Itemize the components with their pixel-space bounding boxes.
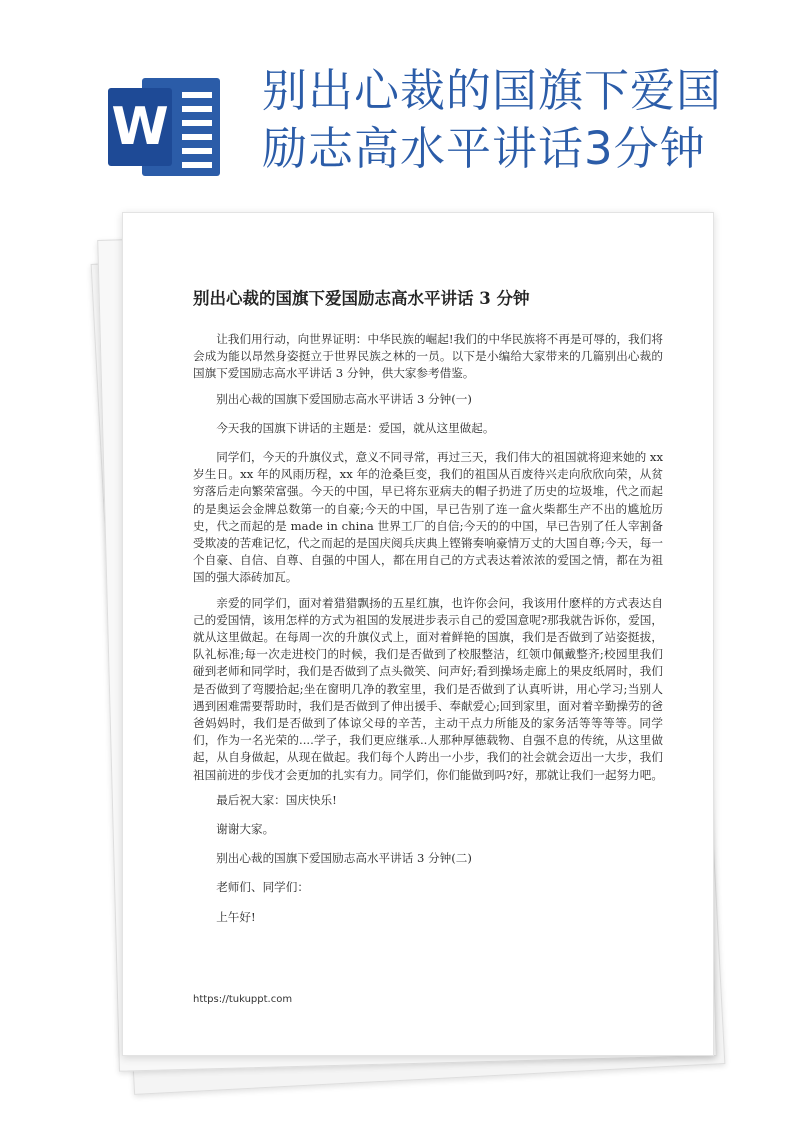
main-title-line-1: 别出心裁的国旗下爱国: [262, 64, 723, 117]
paragraph: 今天我的国旗下讲话的主题是：爱国，就从这里做起。: [216, 420, 495, 435]
paragraph: 亲爱的同学们，面对着猎猎飘扬的五星红旗，也许你会问，我该用什麽样的方式表达自己的爱国情，该用怎样的方式为祖国的发展进步表示自己的爱国意呢?那我就告诉你，爱国，就从这里做起。在每周一次的升旗仪式上，面对着鲜艳的国旗，我们是否做到了站姿挺拔，队礼标准;每一次走进校门的时候，我们是否做到了校服整洁，红领巾佩戴整齐;校园里我们碰到老师和同学时，我们是否做到了点头微笑、问声好;看到操场走廊上的果皮纸屑时，我们是否做到了弯腰拾起;坐在窗明几净的教室里，我们是否做到了认真听讲，用心学习;当别人遇到困难需要帮助时，我们是否做到了伸出援手、奉献爱心;回到家里，面对着辛勤操劳的爸爸妈妈时，我们是否做到了体谅父母的辛苦，主动干点力所能及的家务活等等等等。同学们，作为一名光荣的....学子，我们更应继承..人那种厚德载物、自强不息的传统，从这里做起，从自身做起，从现在做起。我们每个人跨出一小步，我们的社会就会迈出一大步，我们祖国前进的步伐才会更加的扎实有力。同学们，你们能做到吗?好，那就让我们一起努力吧。: [193, 595, 663, 782]
paragraph: 同学们，今天的升旗仪式，意义不同寻常，再过三天，我们伟大的祖国就将迎来她的 xx 岁生日。xx 年的风雨历程，xx 年的沧桑巨变，我们的祖国从百废待兴走向欣欣向荣，从贫穷落后走向繁荣富强。今天的中国，早已将东亚病夫的帽子扔进了历史的垃圾堆，代之而起的是奥运会金牌总数第一的自豪;今天的中国，早已告别了连一盒火柴都生产不出的尴尬历史，代之而起的是 made in china 世界工厂的自信;今天的的中国，早已告别了任人宰割备受欺凌的苦难记忆，代之而起的是国庆阅兵庆典上铿锵奏响豪情万丈的大国自尊;今天，每一个自豪、自信、自尊、自强的中国人，都在用自己的方式表达着浓浓的爱国之情，都在为祖国的强大添砖加瓦。: [193, 450, 663, 585]
word-icon-badge: [108, 88, 172, 166]
word-icon-letter: W: [111, 97, 169, 157]
document-page: [122, 212, 714, 1056]
paragraph: 让我们用行动，向世界证明：中华民族的崛起!我们的中华民族将不再是可辱的，我们将会成为能以昂然身姿挺立于世界民族之林的一员。以下是小编给大家带来的几篇别出心裁的国旗下爱国励志高水平讲话 3 分钟，供大家参考借鉴。: [193, 332, 663, 381]
word-document-icon: [108, 78, 220, 176]
paragraph: 上午好!: [216, 909, 256, 924]
section-heading: 别出心裁的国旗下爱国励志高水平讲话 3 分钟(二): [216, 851, 472, 866]
document-title: 别出心裁的国旗下爱国励志高水平讲话 3 分钟: [193, 289, 530, 308]
paragraph: 最后祝大家：国庆快乐!: [216, 792, 337, 807]
main-title: [262, 62, 782, 178]
paragraph: 老师们、同学们：: [216, 880, 309, 895]
paragraph: 谢谢大家。: [216, 822, 275, 837]
document-body: [193, 331, 663, 938]
page-header: [0, 0, 800, 210]
main-title-line-2: 励志高水平讲话3分钟: [262, 122, 706, 175]
footer-url[interactable]: https://tukuppt.com: [193, 994, 293, 1005]
section-heading: 别出心裁的国旗下爱国励志高水平讲话 3 分钟(一): [216, 391, 472, 406]
